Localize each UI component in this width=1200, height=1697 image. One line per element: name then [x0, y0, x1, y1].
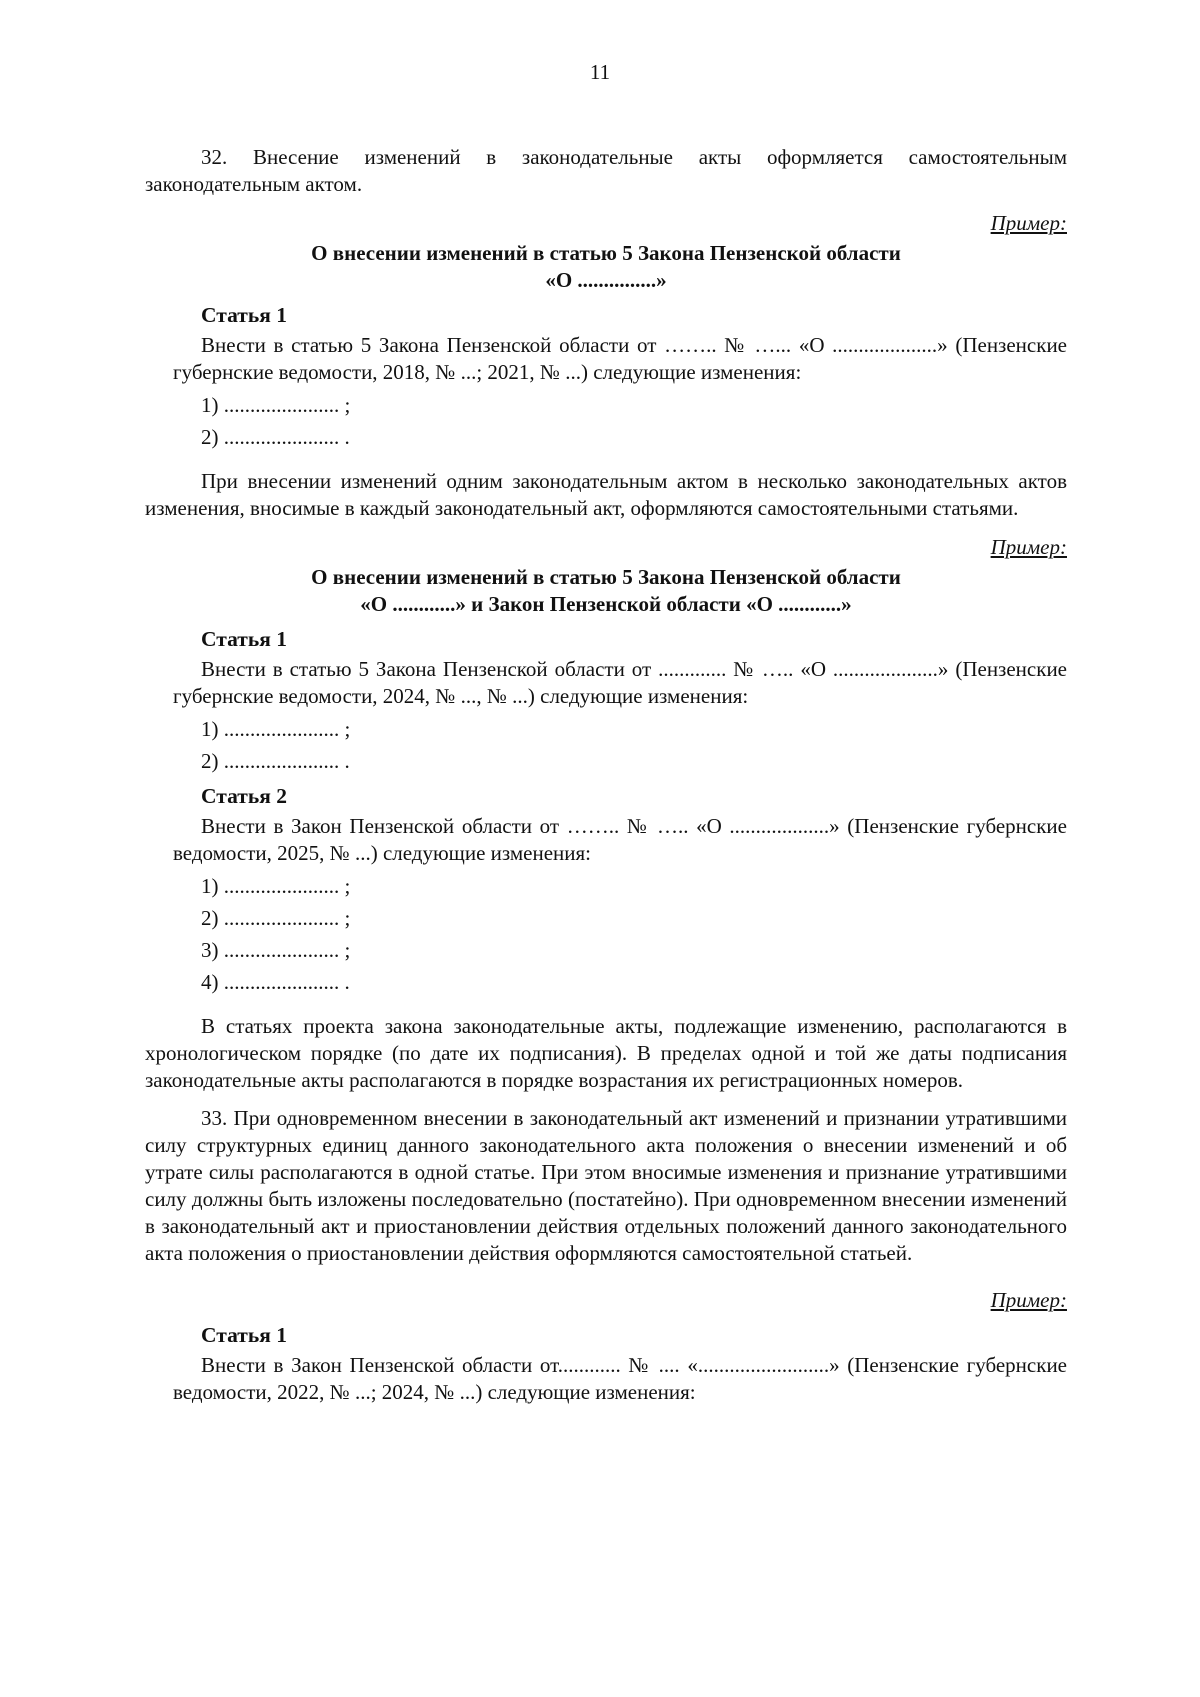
- article-text: Внести в Закон Пензенской области от …….. № ….. «О ...................» (Пензенские губернские ведомости, 2025, № ...) следующие изменения:: [173, 814, 1067, 865]
- article-heading: Статья 1: [201, 627, 287, 651]
- article-text: Внести в статью 5 Закона Пензенской области от …….. № …... «О ....................» (Пензенские губернские ведомости, 2018, № ...; 2021, № ...) следующие изменения:: [173, 333, 1067, 384]
- page-number: 11: [589, 60, 611, 84]
- example-label: Пример:: [990, 535, 1067, 559]
- list-item: 4) ...................... .: [201, 970, 350, 994]
- example-title-line: О внесении изменений в статью 5 Закона Пензенской области: [311, 565, 901, 589]
- list-item: 3) ...................... ;: [201, 938, 351, 962]
- example-label: Пример:: [990, 211, 1067, 235]
- paragraph-multiple-acts: При внесении изменений одним законодательным актом в несколько законодательных актов изменения, вносимые в каждый законодательный акт, оформляются самостоятельными статьями.: [145, 469, 1067, 520]
- list-item: 2) ...................... .: [201, 425, 350, 449]
- example-title-line: О внесении изменений в статью 5 Закона Пензенской области: [311, 241, 901, 265]
- list-item: 2) ...................... .: [201, 749, 350, 773]
- example-title-line: «О ............» и Закон Пензенской области «О ............»: [360, 592, 852, 616]
- article-heading: Статья 2: [201, 784, 287, 808]
- list-item: 2) ...................... ;: [201, 906, 351, 930]
- article-text: Внести в Закон Пензенской области от............ № .... «.........................» (Пензенские губернские ведомости, 2022, № ...; 2024, № ...) следующие изменения:: [173, 1353, 1067, 1404]
- article-text: Внести в статью 5 Закона Пензенской области от ............. № ….. «О ....................» (Пензенские губернские ведомости, 2024, № ..., № ...) следующие изменения:: [173, 657, 1067, 708]
- page-content: [145, 144, 1067, 1406]
- paragraph-chronological-order: В статьях проекта закона законодательные акты, подлежащие изменению, располагаются в хронологическом порядке (по дате их подписания). В пределах одной и той же даты подписания законодательные акты располагаются в порядке возрастания их регистрационных номеров.: [145, 1014, 1067, 1092]
- list-item: 1) ...................... ;: [201, 393, 351, 417]
- paragraph-33: 33. При одновременном внесении в законодательный акт изменений и признании утратившими силу структурных единиц данного законодательного акта положения о внесении изменений и об утрате силы располагаются в одной статье. При этом вносимые изменения и признание утратившими силу должны быть изложены последовательно (постатейно). При одновременном внесении изменений в законодательный акт и приостановлении действия отдельных положений данного законодательного акта положения о приостановлении действия оформляются самостоятельной статьей.: [145, 1106, 1067, 1265]
- example-label: Пример:: [990, 1288, 1067, 1312]
- paragraph-32: 32. Внесение изменений в законодательные акты оформляется самостоятельным законодательным актом.: [145, 145, 1067, 196]
- list-item: 1) ...................... ;: [201, 717, 351, 741]
- article-heading: Статья 1: [201, 1323, 287, 1347]
- list-item: 1) ...................... ;: [201, 874, 351, 898]
- article-heading: Статья 1: [201, 303, 287, 327]
- example-title-line: «О ...............»: [545, 268, 667, 292]
